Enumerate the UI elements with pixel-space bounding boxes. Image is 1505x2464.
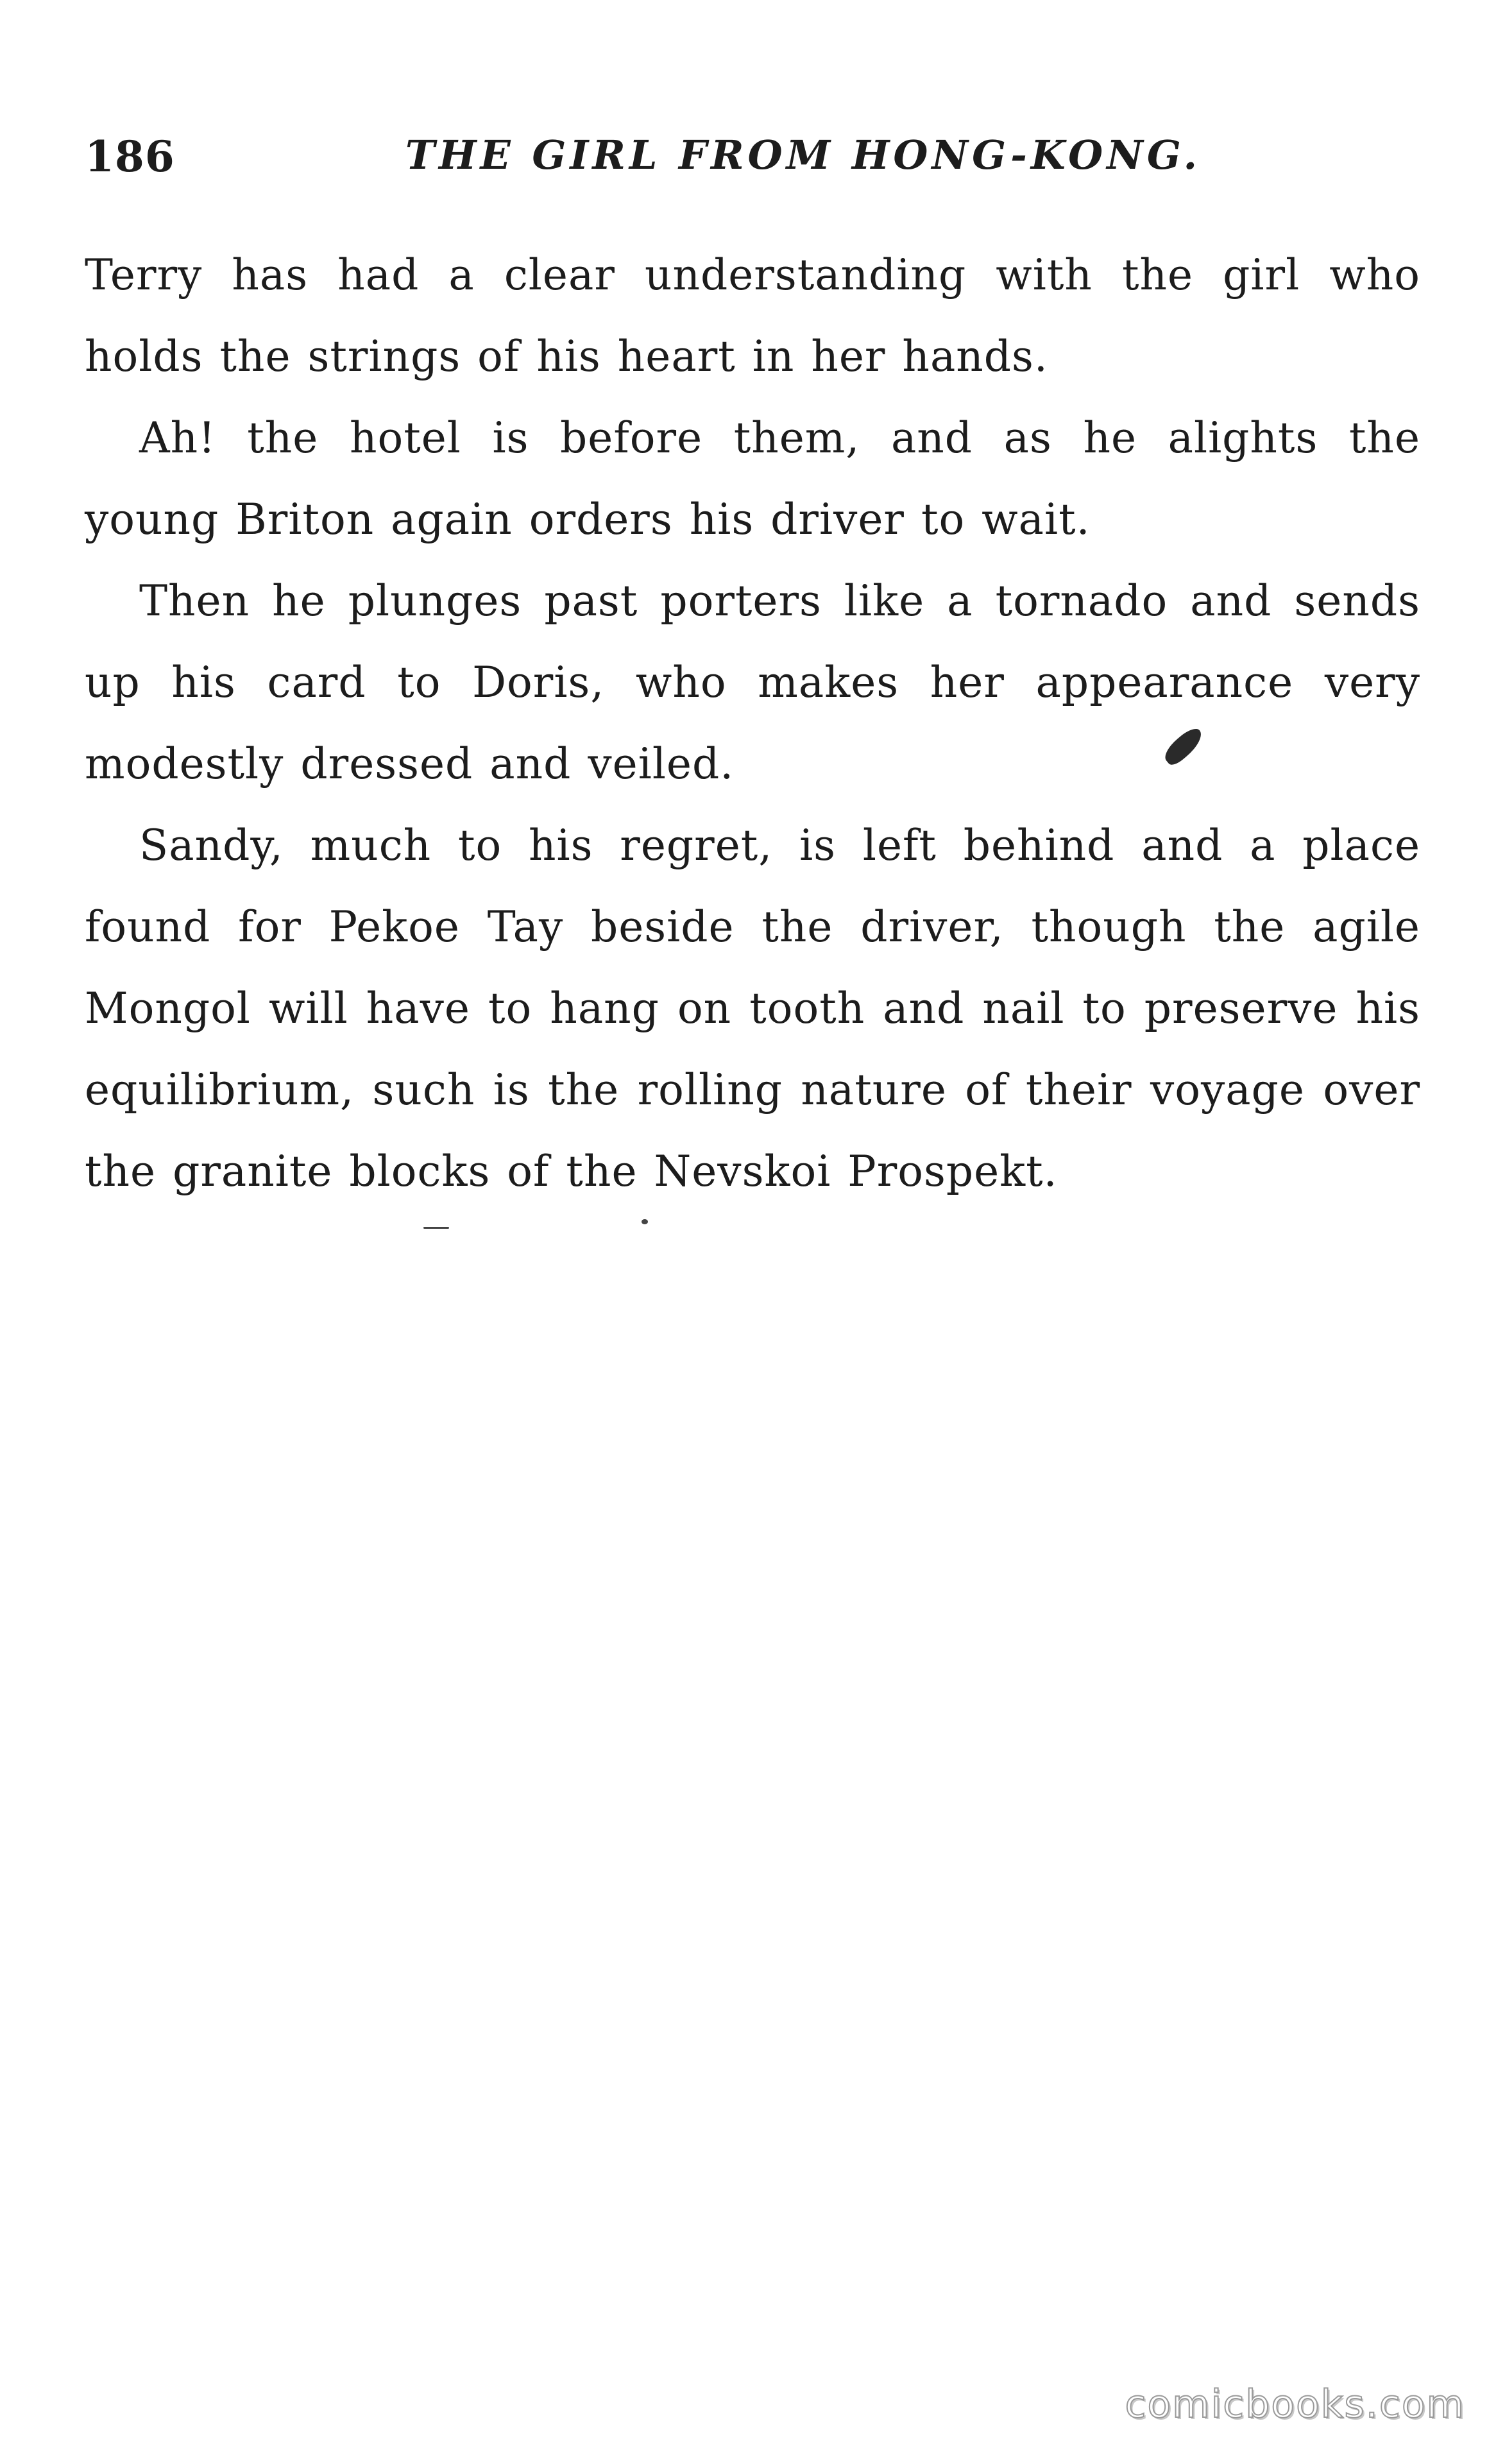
paragraph: Terry has had a clear understanding with the girl who holds the strings of his heart in her hands.: [85, 250, 1420, 381]
ink-speck: [642, 1219, 648, 1224]
body-text: [85, 234, 1420, 1212]
watermark: comicbooks.com: [1125, 2382, 1465, 2427]
page-number: 186: [85, 132, 175, 182]
paragraph: Sandy, much to his regret, is left behind and a place found for Pekoe Tay beside the driver, though the agile Mongol will have to hang on tooth and nail to preserve his equilibrium, such is the rolling nature of their voyage over the granite blocks of the Nevskoi Prospekt.: [85, 821, 1420, 1196]
paragraph: Ah! the hotel is before them, and as he alights the young Briton again orders his driver to wait.: [85, 413, 1420, 544]
paragraph: Then he plunges past porters like a tornado and sends up his card to Doris, who makes her appearance very modestly dressed and veiled.: [85, 576, 1420, 789]
running-title: THE GIRL FROM HONG-KONG.: [405, 132, 1202, 178]
ink-speck: [423, 1227, 449, 1229]
page-header: [85, 132, 1425, 189]
